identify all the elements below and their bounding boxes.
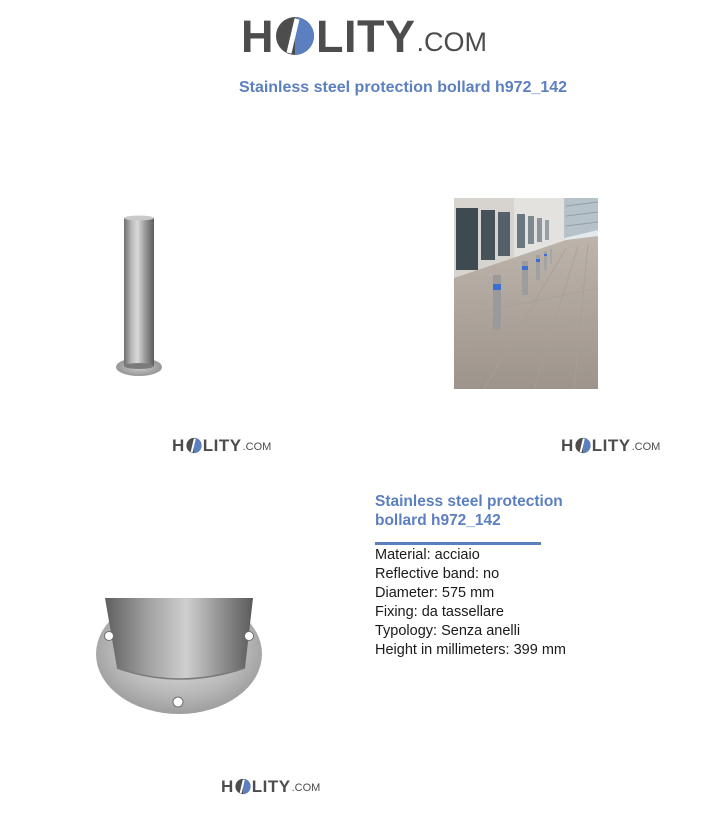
logo-suffix: LITY	[316, 11, 416, 62]
bollard-base-flange-closeup-photo	[95, 598, 265, 718]
spec-fixing: Fixing: da tassellare	[375, 604, 504, 620]
logo-prefix: H	[172, 436, 185, 455]
spec-divider	[375, 542, 541, 545]
logo-domain: .COM	[416, 27, 487, 57]
logo-o-mark-icon	[186, 437, 202, 454]
page-title: Stainless steel protection bollard h972_142	[238, 79, 568, 96]
logo-o-mark-icon	[275, 15, 315, 57]
bollards-street-installation-photo	[454, 198, 598, 389]
spec-title-line-1: Stainless steel protection	[375, 493, 563, 510]
spec-material: Material: acciaio	[375, 547, 480, 563]
logo-suffix: LITY	[202, 436, 242, 455]
logo-domain: .COM	[631, 441, 661, 453]
spec-diameter: Diameter: 575 mm	[375, 585, 495, 601]
spec-height: Height in millimeters: 399 mm	[375, 642, 566, 658]
logo-o-mark-icon	[575, 437, 591, 454]
brand-logo-small	[172, 437, 271, 454]
spec-reflective-band: Reflective band: no	[375, 566, 500, 582]
logo-suffix: LITY	[251, 777, 291, 796]
logo-o-mark-icon	[235, 778, 251, 795]
logo-prefix: H	[561, 436, 574, 455]
logo-prefix: H	[241, 11, 274, 62]
spec-list	[375, 546, 566, 660]
spec-typology: Typology: Senza anelli	[375, 623, 521, 639]
logo-domain: .COM	[242, 441, 272, 453]
spec-title-line-2: bollard h972_142	[375, 512, 501, 529]
logo-domain: .COM	[291, 782, 321, 794]
brand-logo-small	[561, 437, 660, 454]
spec-title	[375, 492, 615, 530]
brand-logo-small	[221, 778, 320, 795]
brand-logo[interactable]	[241, 11, 487, 62]
logo-suffix: LITY	[591, 436, 631, 455]
logo-prefix: H	[221, 777, 234, 796]
bollard-full-view-photo	[113, 214, 165, 378]
